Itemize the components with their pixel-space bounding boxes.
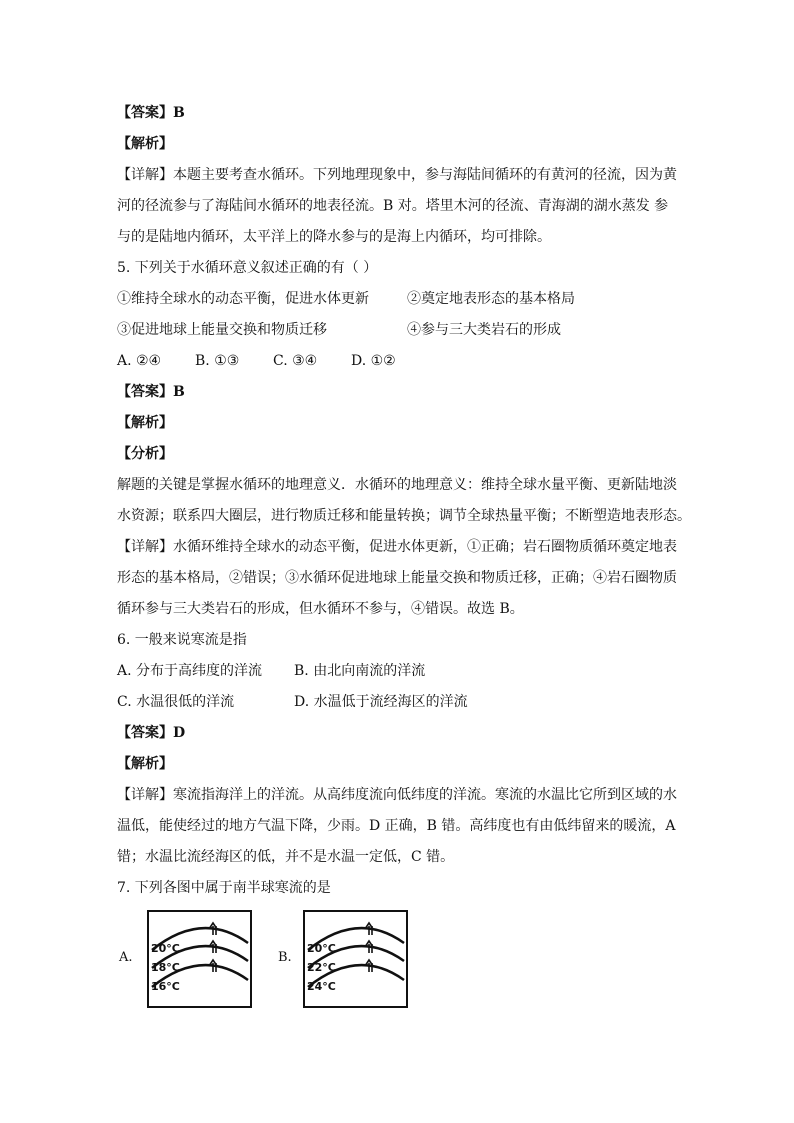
- q5-statement-3: ③促进地球上能量交换和物质迁移: [117, 322, 327, 338]
- q7-stem: 7. 下列各图中属于南半球寒流的是: [117, 880, 331, 896]
- q6-choice-a: A. 分布于高纬度的洋流: [117, 663, 263, 679]
- q4-detail-line-1: 【详解】本题主要考查水循环。下列地理现象中，参与海陆间循环的有黄河的径流，因为黄: [117, 167, 677, 183]
- figure-b-temp-3: 24°C: [307, 980, 336, 993]
- figure-b-temp-1: 20°C: [307, 942, 336, 955]
- q5-fenxi-title: 【分析】: [117, 446, 173, 462]
- q7-figures: [117, 910, 677, 1010]
- q6-detail-line-2: 温低，能使经过的地方气温下降，少雨。D 正确，B 错。高纬度也有由低纬留来的暖流，A: [117, 818, 676, 834]
- q7-figure-a-label: A.: [119, 950, 133, 965]
- figure-b-temp-2: 22°C: [307, 961, 336, 974]
- q6-choice-c: C. 水温很低的洋流: [117, 694, 235, 710]
- q6-choices-row-2: [117, 687, 677, 718]
- q4-analysis-title: 【解析】: [117, 136, 173, 152]
- q4-answer: 【答案】B: [117, 105, 185, 121]
- q5-choices: [117, 346, 677, 377]
- q6-choice-d: D. 水温低于流经海区的洋流: [294, 694, 468, 710]
- q6-stem: 6. 一般来说寒流是指: [117, 632, 247, 648]
- q6-detail-line-3: 错；水温比流经海区的低，并不是水温一定低，C 错。: [117, 849, 455, 865]
- q5-statement-4: ④参与三大类岩石的形成: [407, 322, 561, 338]
- q5-fenxi-line-1: 解题的关键是掌握水循环的地理意义．水循环的地理意义：维持全球水量平衡、更新陆地淡: [117, 477, 677, 493]
- q5-statement-1: ①维持全球水的动态平衡，促进水体更新: [117, 291, 369, 307]
- q6-answer: 【答案】D: [117, 725, 186, 741]
- figure-a-temp-3: 16°C: [151, 980, 180, 993]
- q5-fenxi-line-2: 水资源；联系四大圈层，进行物质迁移和能量转换；调节全球热量平衡；不断塑造地表形态。: [117, 508, 691, 524]
- q4-detail-line-2: 河的径流参与了海陆间水循环的地表径流。B 对。塔里木河的径流、青海湖的湖水蒸发 参: [117, 198, 669, 214]
- q6-analysis-title: 【解析】: [117, 756, 173, 772]
- document-content: [117, 98, 691, 1010]
- q7-figure-b-label: B.: [278, 950, 292, 965]
- q6-choice-b: B. 由北向南流的洋流: [294, 663, 426, 679]
- q5-detail-line-2: 形态的基本格局，②错误；③水循环促进地球上能量交换和物质迁移，正确；④岩石圈物质: [117, 570, 677, 586]
- q7-figure-a-diagram: [147, 910, 252, 1008]
- q7-figure-b-diagram: [303, 910, 408, 1008]
- q5-answer: 【答案】B: [117, 384, 185, 400]
- q5-statement-2: ②奠定地表形态的基本格局: [407, 291, 575, 307]
- q5-choice-a: A. ②④: [117, 353, 162, 369]
- q5-analysis-title: 【解析】: [117, 415, 173, 431]
- figure-a-temp-1: 20°C: [151, 942, 180, 955]
- q5-statements-row-2: [117, 315, 677, 346]
- q5-choice-c: C. ③④: [273, 353, 318, 369]
- q5-detail-line-1: 【详解】水循环维持全球水的动态平衡，促进水体更新，①正确；岩石圈物质循环奠定地表: [117, 539, 677, 555]
- q5-statements-row-1: [117, 284, 677, 315]
- q6-detail-line-1: 【详解】寒流指海洋上的洋流。从高纬度流向低纬度的洋流。寒流的水温比它所到区域的水: [117, 787, 677, 803]
- q5-stem: 5. 下列关于水循环意义叙述正确的有（ ）: [117, 260, 378, 276]
- q4-detail-line-3: 与的是陆地内循环，太平洋上的降水参与的是海上内循环，均可排除。: [117, 229, 551, 245]
- q5-choice-d: D. ①②: [351, 353, 396, 369]
- figure-a-temp-2: 18°C: [151, 961, 180, 974]
- q6-choices-row-1: [117, 656, 677, 687]
- q5-choice-b: B. ①③: [195, 353, 240, 369]
- q5-detail-line-3: 循环参与三大类岩石的形成，但水循环不参与，④错误。故选 B。: [117, 601, 524, 617]
